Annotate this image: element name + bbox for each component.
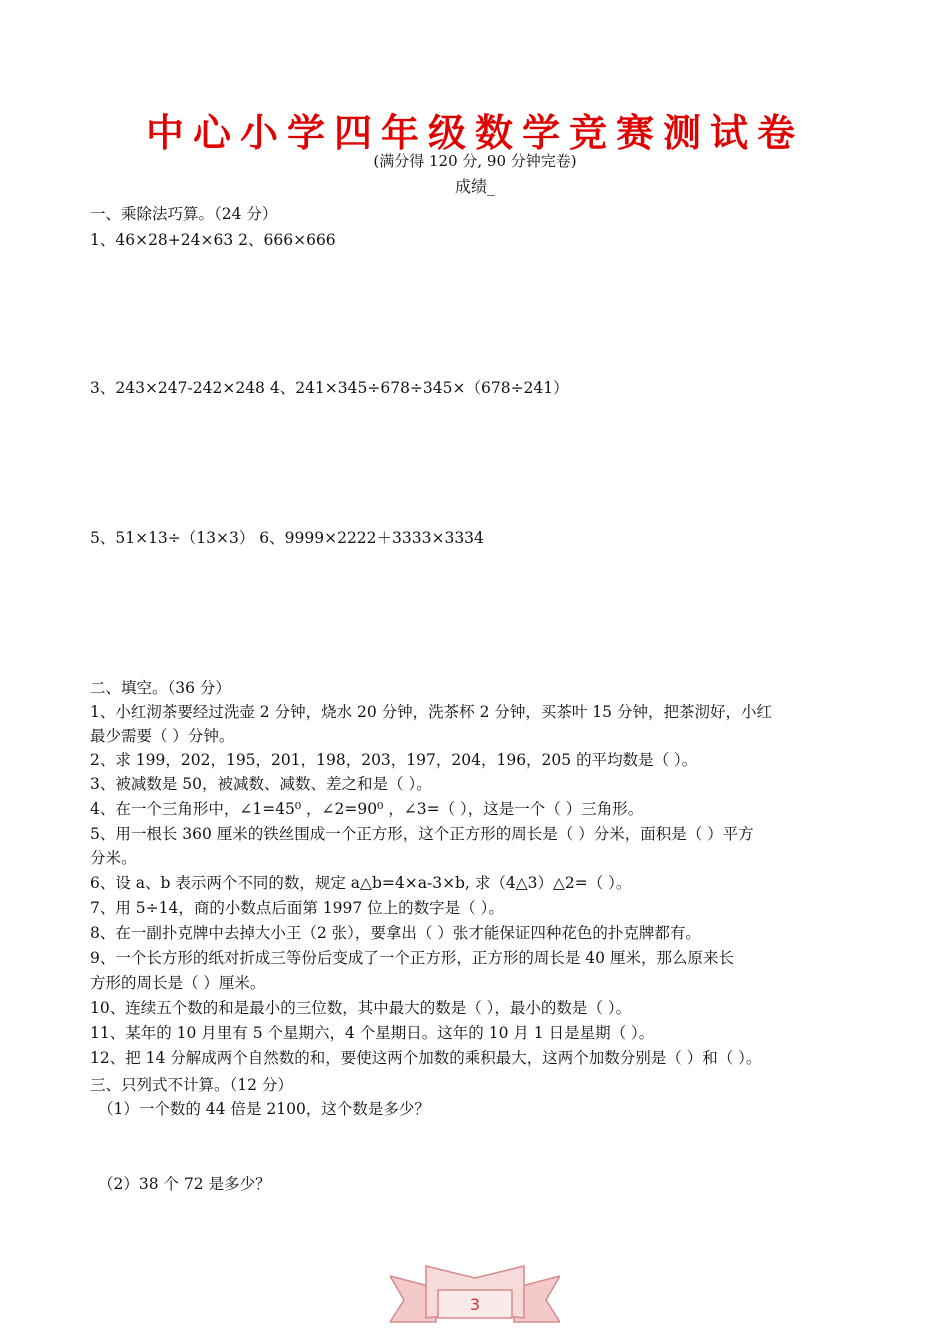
- fill-blank-line: 3、被减数是 50，被减数、减数、差之和是（ ）。: [90, 775, 432, 793]
- page-number: 3: [469, 1295, 481, 1314]
- fill-blank-line: 2、求 199，202，195，201，198，203，197，204，196，205 的平均数是（ ）。: [90, 751, 698, 769]
- section1-row1: 1、46×28+24×63 2、666×666: [90, 231, 336, 249]
- fill-blank-line: 方形的周长是（ ）厘米。: [90, 974, 266, 992]
- fill-blank-line: 7、用 5÷14，商的小数点后面第 1997 位上的数字是（ ）。: [90, 899, 504, 917]
- section1-row3: 5、51×13÷（13×3） 6、9999×2222＋3333×3334: [90, 529, 484, 547]
- fill-blank-line: 9、一个长方形的纸对折成三等份后变成了一个正方形，正方形的周长是 40 厘米，那么原来长: [90, 949, 734, 967]
- exam-subtitle: (满分得 120 分, 90 分钟完卷): [373, 152, 577, 170]
- fill-blank-line: 1、小红沏茶要经过洗壶 2 分钟，烧水 20 分钟，洗茶杯 2 分钟，买茶叶 15 分钟，把茶沏好，小红: [90, 703, 772, 721]
- fill-blank-line: 11、某年的 10 月里有 5 个星期六，4 个星期日。这年的 10 月 1 日是星期（ ）。: [90, 1024, 655, 1042]
- exam-title: 中心小学四年级数学竞赛测试卷: [145, 111, 804, 155]
- fill-blank-line: 5、用一根长 360 厘米的铁丝围成一个正方形，这个正方形的周长是（ ）分米，面积是（ ）平方: [90, 825, 754, 843]
- fill-blank-line: 分米。: [90, 849, 137, 867]
- section3-question-1: （1）一个数的 44 倍是 2100，这个数是多少？: [98, 1100, 430, 1118]
- fill-blank-line: 10、连续五个数的和是最小的三位数，其中最大的数是（ ），最小的数是（ ）。: [90, 999, 632, 1017]
- section1-row2: 3、243×247-242×248 4、241×345÷678÷345×（678÷241）: [90, 379, 569, 397]
- section2-heading: 二、填空。（36 分）: [90, 679, 231, 697]
- section3-heading: 三、只列式不计算。（12 分）: [90, 1076, 293, 1094]
- score-label: 成绩_: [454, 177, 495, 196]
- fill-blank-line: 最少需要（ ）分钟。: [90, 727, 235, 745]
- fill-blank-line: 4、在一个三角形中，∠1=45⁰ ，∠2=90⁰ ，∠3=（ ），这是一个（ ）三角形。: [90, 800, 644, 818]
- fill-blank-line: 12、把 14 分解成两个自然数的和，要使这两个加数的乘积最大，这两个加数分别是（ ）和（ ）。: [90, 1049, 762, 1067]
- section3-question-2: （2）38 个 72 是多少？: [98, 1175, 271, 1193]
- fill-blank-line: 6、设 a、b 表示两个不同的数，规定 a△b=4×a-3×b, 求（4△3）△2=（ ）。: [90, 874, 632, 892]
- section1-heading: 一、乘除法巧算。（24 分）: [90, 205, 278, 223]
- fill-blank-line: 8、在一副扑克牌中去掉大小王（2 张），要拿出（ ）张才能保证四种花色的扑克牌都有。: [90, 924, 701, 942]
